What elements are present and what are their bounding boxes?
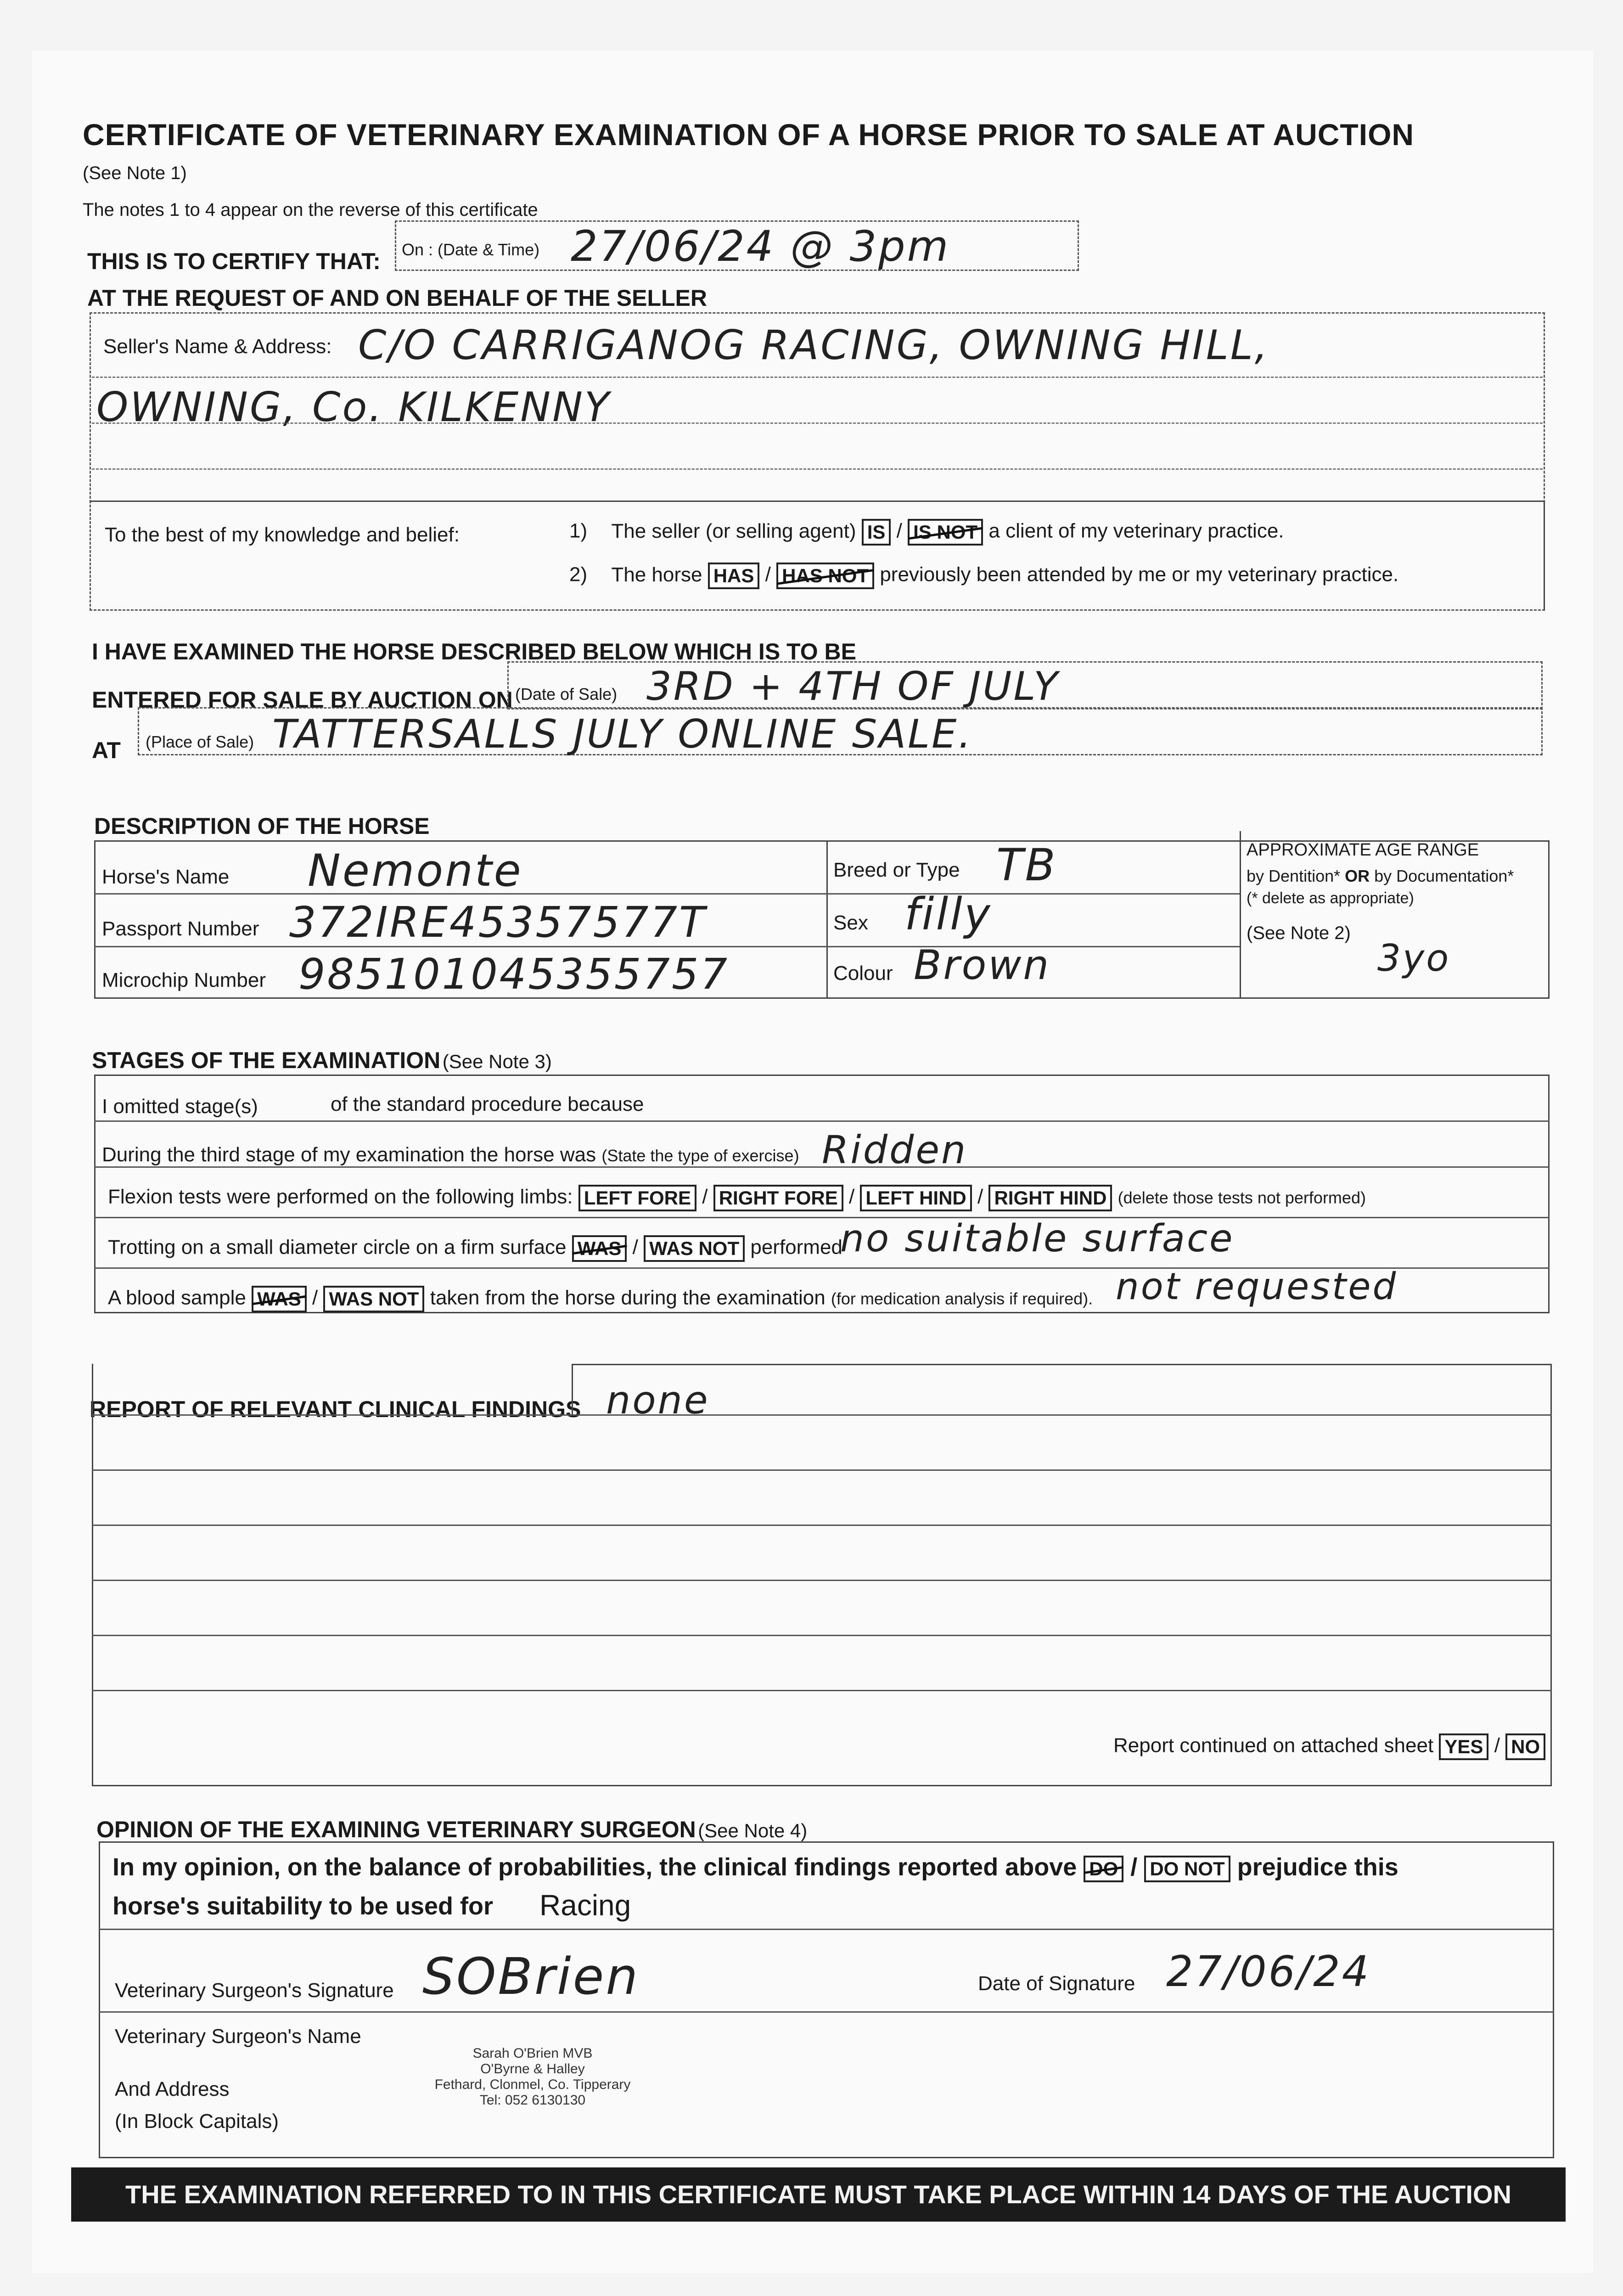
description-heading: DESCRIPTION OF THE HORSE xyxy=(94,813,430,839)
passport-value: 372IRE45357577T xyxy=(289,898,707,947)
surgeon-name-label: Veterinary Surgeon's Name xyxy=(115,2025,361,2048)
flexion-note: (delete those tests not performed) xyxy=(1118,1188,1366,1207)
third-stage-value: Ridden xyxy=(822,1127,968,1172)
flexion-slash-1: / xyxy=(702,1185,708,1208)
flexion-row xyxy=(108,1185,1366,1211)
stamp-line-2: O'Byrne & Halley xyxy=(480,2061,585,2077)
date-of-sale-value: 3RD + 4TH OF JULY xyxy=(646,664,1060,709)
trotting-suffix: performed xyxy=(750,1236,842,1259)
blood-was-option[interactable]: WAS xyxy=(252,1286,307,1312)
age-title: APPROXIMATE AGE RANGE xyxy=(1247,840,1479,860)
entered-label: ENTERED FOR SALE BY AUCTION ON xyxy=(92,687,513,713)
trotting-label: Trotting on a small diameter circle on a firm surface xyxy=(108,1236,567,1259)
blood-label: A blood sample xyxy=(108,1286,246,1309)
age-by-documentation: by Documentation* xyxy=(1374,867,1514,885)
blood-slash: / xyxy=(312,1286,318,1309)
opinion-do-option[interactable]: DO xyxy=(1084,1856,1123,1882)
flexion-slash-2: / xyxy=(848,1185,855,1208)
at-label: AT xyxy=(92,737,121,763)
item-2-suffix: previously been attended by me or my veterinary practice. xyxy=(880,563,1399,586)
age-delete-note: (* delete as appropriate) xyxy=(1247,889,1414,907)
opinion-slash: / xyxy=(1130,1853,1138,1881)
opinion-statement xyxy=(112,1853,1545,1882)
signature-value: SOBrien xyxy=(422,1947,640,2006)
examined-heading: I HAVE EXAMINED THE HORSE DESCRIBED BELOW WHICH IS TO BE xyxy=(92,639,856,664)
flexion-left-fore[interactable]: LEFT FORE xyxy=(578,1185,696,1211)
trotting-was-option[interactable]: WAS xyxy=(572,1235,627,1262)
item-1-number: 1) xyxy=(569,519,588,542)
trotting-slash: / xyxy=(632,1236,638,1259)
breed-value: TB xyxy=(996,839,1057,891)
continued-yes-option[interactable]: YES xyxy=(1439,1733,1488,1760)
stages-heading xyxy=(92,1047,552,1074)
third-stage-label: During the third stage of my examination the horse was xyxy=(102,1143,596,1166)
signature-label: Veterinary Surgeon's Signature xyxy=(115,1979,394,2002)
item-1-text: The seller (or selling agent) xyxy=(611,519,856,542)
continued-row xyxy=(1113,1733,1545,1760)
omitted-stage-label: I omitted stage(s) xyxy=(102,1095,258,1118)
horse-has-not-option[interactable]: HAS NOT xyxy=(776,563,874,589)
item-2-number: 2) xyxy=(569,563,588,586)
horse-name-label: Horse's Name xyxy=(102,866,230,888)
date-time-box xyxy=(395,220,1079,271)
certify-label: THIS IS TO CERTIFY THAT: xyxy=(87,248,381,274)
microchip-label: Microchip Number xyxy=(102,969,266,991)
signature-date-label: Date of Signature xyxy=(978,1972,1135,1995)
knowledge-item-2 xyxy=(569,563,1398,589)
signature-date-value: 27/06/24 xyxy=(1166,1947,1371,1996)
request-heading: AT THE REQUEST OF AND ON BEHALF OF THE SELLER xyxy=(87,285,707,311)
certificate-title: CERTIFICATE OF VETERINARY EXAMINATION OF A HORSE PRIOR TO SALE AT AUCTION xyxy=(83,118,1415,152)
stamp-line-1: Sarah O'Brien MVB xyxy=(472,2046,593,2061)
flexion-label: Flexion tests were performed on the following limbs: xyxy=(108,1185,573,1208)
knowledge-label: To the best of my knowledge and belief: xyxy=(105,523,460,546)
blood-value: not requested xyxy=(1116,1265,1398,1308)
findings-heading: REPORT OF RELEVANT CLINICAL FINDINGS xyxy=(90,1396,581,1422)
on-date-time-value: 27/06/24 @ 3pm xyxy=(571,222,950,271)
item-1-slash: / xyxy=(896,519,902,542)
age-by-dentition: by Dentition* xyxy=(1247,867,1341,885)
findings-box xyxy=(92,1364,1552,1786)
sex-label: Sex xyxy=(833,912,868,934)
opinion-text: In my opinion, on the balance of probabilities, the clinical findings reported above xyxy=(112,1853,1077,1881)
age-or: OR xyxy=(1345,867,1370,885)
breed-label: Breed or Type xyxy=(833,859,960,881)
age-see-note: (See Note 2) xyxy=(1247,923,1351,943)
opinion-heading-text: OPINION OF THE EXAMINING VETERINARY SURGEON xyxy=(96,1817,696,1842)
horse-name-value: Nemonte xyxy=(308,845,523,896)
stamp-line-3: Fethard, Clonmel, Co. Tipperary xyxy=(434,2077,631,2092)
surgeon-address-label: And Address xyxy=(115,2078,230,2100)
continued-label: Report continued on attached sheet xyxy=(1113,1734,1434,1757)
continued-no-option[interactable]: NO xyxy=(1505,1733,1545,1760)
see-note-1: (See Note 1) xyxy=(83,163,187,183)
flexion-right-fore[interactable]: RIGHT FORE xyxy=(713,1185,843,1211)
seller-line2: OWNING, Co. KILKENNY xyxy=(96,383,611,431)
opinion-use-value: Racing xyxy=(539,1889,631,1922)
place-of-sale-label: (Place of Sale) xyxy=(146,732,254,751)
trotting-was-not-option[interactable]: WAS NOT xyxy=(644,1235,745,1262)
sex-value: filly xyxy=(904,889,992,940)
block-capitals-label: (In Block Capitals) xyxy=(115,2110,279,2133)
continued-slash: / xyxy=(1494,1734,1500,1757)
practice-stamp xyxy=(395,2046,670,2108)
stages-heading-text: STAGES OF THE EXAMINATION xyxy=(92,1047,441,1073)
item-1-suffix: a client of my veterinary practice. xyxy=(988,519,1284,542)
trotting-value: no suitable surface xyxy=(840,1217,1235,1261)
stamp-line-4: Tel: 052 6130130 xyxy=(479,2093,586,2108)
opinion-heading xyxy=(96,1816,807,1843)
item-2-slash: / xyxy=(765,563,771,586)
blood-row xyxy=(108,1286,1093,1312)
horse-has-option[interactable]: HAS xyxy=(708,563,760,589)
age-value: 3yo xyxy=(1377,937,1451,979)
flexion-slash-3: / xyxy=(977,1185,983,1208)
seller-is-not-option[interactable]: IS NOT xyxy=(908,519,983,546)
omitted-stage-suffix: of the standard procedure because xyxy=(331,1093,644,1115)
knowledge-item-1 xyxy=(569,519,1284,546)
notes-intro: The notes 1 to 4 appear on the reverse of this certificate xyxy=(83,200,538,220)
date-of-sale-label: (Date of Sale) xyxy=(515,685,618,703)
blood-note: (for medication analysis if required). xyxy=(831,1289,1093,1308)
passport-label: Passport Number xyxy=(102,917,259,940)
footer-banner: THE EXAMINATION REFERRED TO IN THIS CERTIFICATE MUST TAKE PLACE WITHIN 14 DAYS OF THE AUCTION xyxy=(71,2167,1566,2222)
seller-line1: C/O CARRIGANOG RACING, OWNING HILL, xyxy=(358,321,1269,369)
third-stage-row xyxy=(102,1143,799,1166)
findings-value: none xyxy=(606,1378,710,1423)
date-of-sale-box xyxy=(507,661,1543,709)
knowledge-box xyxy=(90,501,1545,611)
colour-value: Brown xyxy=(914,941,1051,989)
microchip-value: 985101045355757 xyxy=(298,950,729,999)
opinion-heading-note: (See Note 4) xyxy=(698,1820,808,1841)
seller-is-option[interactable]: IS xyxy=(862,519,891,546)
opinion-text-suffix: prejudice this xyxy=(1237,1853,1398,1881)
age-range-cell xyxy=(1247,840,1540,944)
place-of-sale-box xyxy=(138,707,1543,755)
place-of-sale-value: TATTERSALLS JULY ONLINE SALE. xyxy=(272,711,973,757)
flexion-left-hind[interactable]: LEFT HIND xyxy=(860,1185,972,1211)
trotting-row xyxy=(108,1235,842,1262)
age-methods xyxy=(1247,867,1540,886)
flexion-right-hind[interactable]: RIGHT HIND xyxy=(988,1185,1112,1211)
item-2-text: The horse xyxy=(611,563,702,586)
seller-label: Seller's Name & Address: xyxy=(103,335,332,358)
blood-was-not-option[interactable]: WAS NOT xyxy=(323,1286,424,1312)
blood-suffix: taken from the horse during the examination xyxy=(430,1286,826,1309)
stages-heading-note: (See Note 3) xyxy=(442,1051,552,1072)
third-stage-note: (State the type of exercise) xyxy=(601,1146,799,1165)
colour-label: Colour xyxy=(833,962,893,985)
opinion-line2: horse's suitability to be used for xyxy=(112,1892,493,1920)
opinion-do-not-option[interactable]: DO NOT xyxy=(1144,1856,1230,1882)
on-date-time-label: On : (Date & Time) xyxy=(402,240,540,259)
